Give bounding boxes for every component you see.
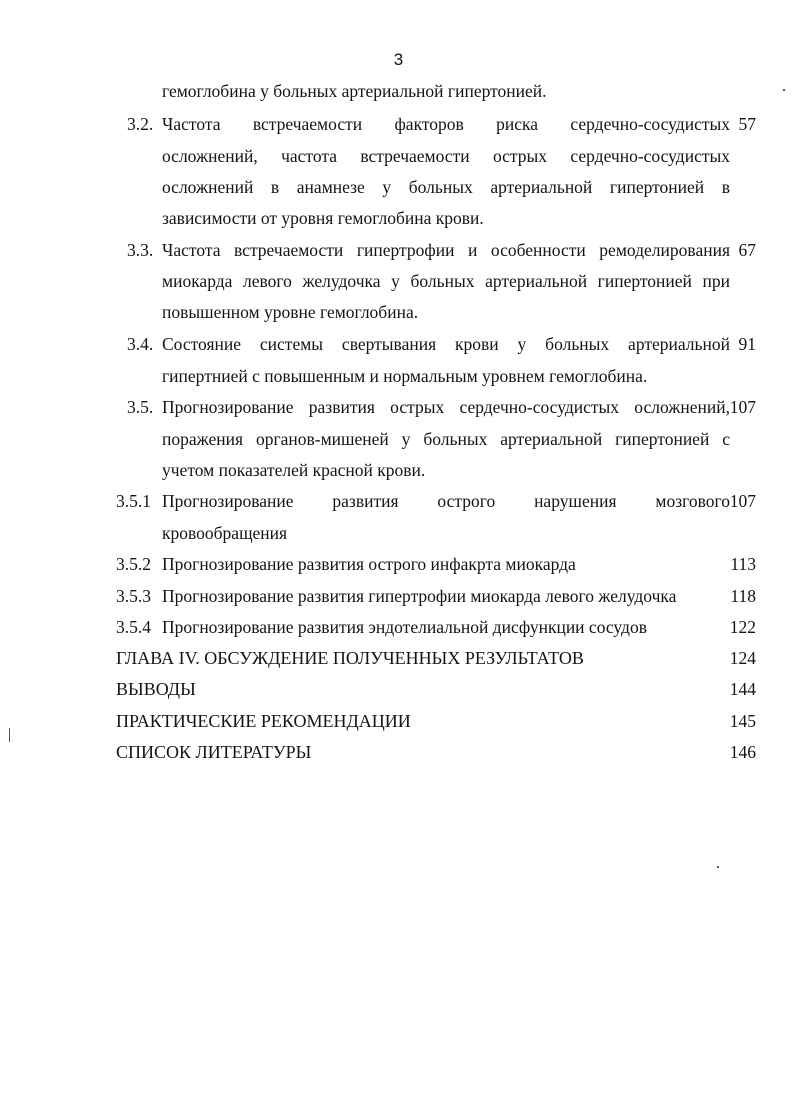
scan-dot [717,866,719,868]
toc-page-number: 113 [730,554,756,574]
toc-entry-line: Прогнозирование развития эндотелиальной дисфункции сосудов [162,617,647,637]
toc-heading-title: ГЛАВА IV. ОБСУЖДЕНИЕ ПОЛУЧЕННЫХ РЕЗУЛЬТАТОВ [116,648,584,668]
toc-heading-title: ВЫВОДЫ [116,679,196,699]
toc-entry-line: Частота встречаемости факторов риска сердечно-сосудистых [162,114,730,134]
scan-dot [783,89,785,91]
toc-entry-line: Прогнозирование развития острого инфакрта миокарда [162,554,576,574]
toc-entry-line: осложнений в анамнезе у больных артериальной гипертонией в [162,177,730,197]
toc-entry-line: Состояние системы свертывания крови у больных артериальной [162,334,730,354]
toc-entry-number: 3.5.4 [116,617,151,637]
toc-page-number: 145 [729,711,756,731]
scan-mark [9,728,10,742]
toc-entry-line: миокарда левого желудочка у больных артериальной гипертонией при [162,271,730,291]
toc-entry-line: учетом показателей красной крови. [162,460,426,480]
toc-page-number: 146 [729,742,756,762]
toc-entry-line: гипертнией с повышенным и нормальным уровнем гемоглобина. [162,366,648,386]
toc-page-number: 118 [730,586,756,606]
toc-entry-line: Прогнозирование развития острых сердечно-сосудистых осложнений, [162,397,730,417]
toc-heading-title: СПИСОК ЛИТЕРАТУРЫ [116,742,312,762]
toc-entry-number: 3.5.2 [116,554,151,574]
toc-entry-line: Частота встречаемости гипертрофии и особенности ремоделирования [162,240,730,260]
toc-entry-line: Прогнозирование развития острого нарушения мозгового [162,491,730,511]
toc-entry-line: кровообращения [162,523,288,543]
toc-page-number: 144 [729,679,756,699]
toc-entry-line: повышенном уровне гемоглобина. [162,302,419,322]
toc-entry-number: 3.5.1 [116,491,151,511]
toc-entry-line: осложнений, частота встречаемости острых сердечно-сосудистых [162,146,730,166]
toc-entry-number: 3.5.3 [116,586,151,606]
toc-heading-title: ПРАКТИЧЕСКИЕ РЕКОМЕНДАЦИИ [116,711,411,731]
toc-entry-line: зависимости от уровня гемоглобина крови. [162,208,484,228]
toc-continuation-line: гемоглобина у больных артериальной гипертонией. [162,81,547,101]
toc-entry-line: Прогнозирование развития гипертрофии миокарда левого желудочка [162,586,677,606]
toc-entry-number: 3.4. [127,334,154,354]
toc-page-number: 107 [729,491,756,511]
toc-page-number: 122 [729,617,756,637]
toc-entry-line: поражения органов-мишеней у больных артериальной гипертонией с [162,429,730,449]
toc-entry-number: 3.5. [127,397,154,417]
toc-entry-number: 3.2. [127,114,154,134]
page-number: 3 [393,50,404,69]
toc-page-number: 124 [729,648,756,668]
toc-page-number: 107 [729,397,756,417]
toc-page-number: 67 [738,240,756,260]
toc-page-number: 91 [738,334,756,354]
toc-page-number: 57 [738,114,756,134]
toc-entry-number: 3.3. [127,240,154,260]
